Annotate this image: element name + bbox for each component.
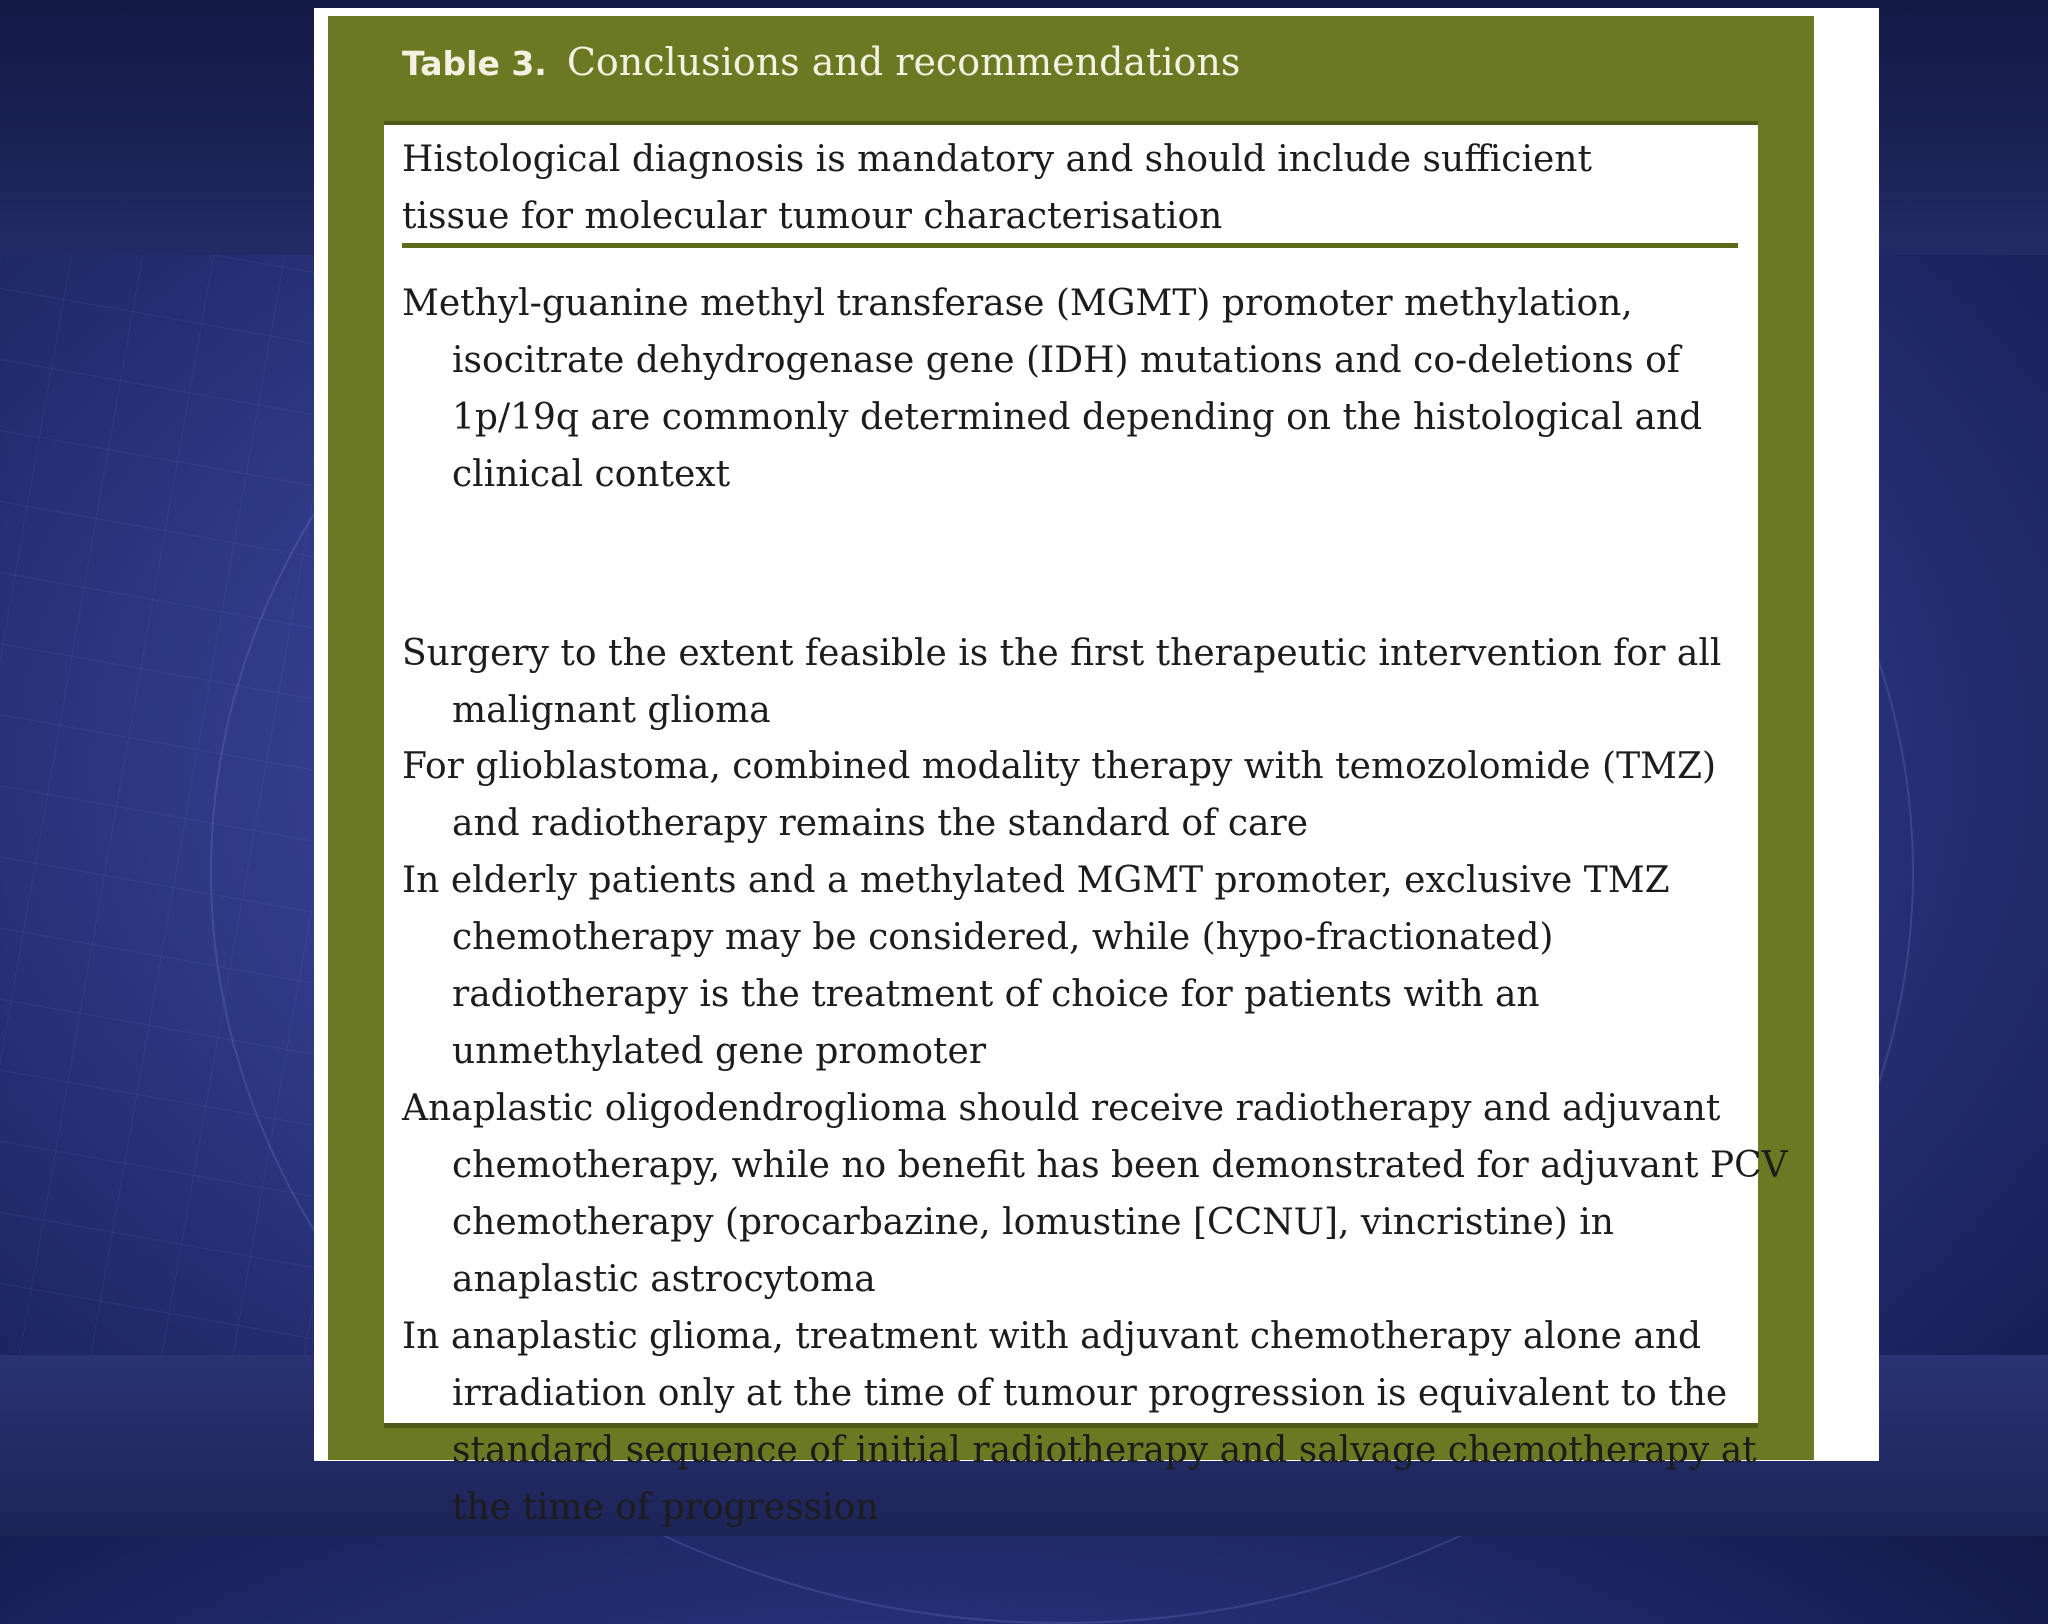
table-row-surgery: Surgery to the extent feasible is the first therapeutic intervention for all malignant glioma: [402, 633, 1722, 731]
table-body: [384, 121, 1788, 1528]
table-row-anaplastic-glioma: In anaplastic glioma, treatment with adjuvant chemotherapy alone and irradiation only at the time of tumour progression is equivalent to the standard sequence of initial radiotherapy and salvage chemotherapy at the time of progression: [402, 1316, 1757, 1528]
table-row-histological-diagnosis: Histological diagnosis is mandatory and should include sufficient tissue for molecular tumour characterisation: [402, 139, 1592, 237]
table-caption: [402, 36, 1240, 88]
table-title: Conclusions and recommendations: [566, 40, 1241, 84]
table-row-oligodendroglioma: Anaplastic oligodendroglioma should receive radiotherapy and adjuvant chemotherapy, while no benefit has been demonstrated for adjuvant PCV chemotherapy (procarbazine, lomustine [CCNU], vincristine) in anaplastic astrocytoma: [402, 1088, 1788, 1300]
table-divider: [402, 243, 1738, 248]
table-number: Table 3.: [402, 44, 547, 83]
table-row-molecular-markers: Methyl-guanine methyl transferase (MGMT) promoter methylation, isocitrate dehydrogenase gene (IDH) mutations and co-deletions of 1p/19q are commonly determined depending on the histological and clinical context: [402, 283, 1703, 495]
table-row-elderly-patients: In elderly patients and a methylated MGMT promoter, exclusive TMZ chemotherapy may be considered, while (hypo-fractionated) radiotherapy is the treatment of choice for patients with an unmethylated gene promoter: [402, 860, 1670, 1072]
table-row-glioblastoma: For glioblastoma, combined modality therapy with temozolomide (TMZ) and radiotherapy remains the standard of care: [402, 746, 1717, 844]
